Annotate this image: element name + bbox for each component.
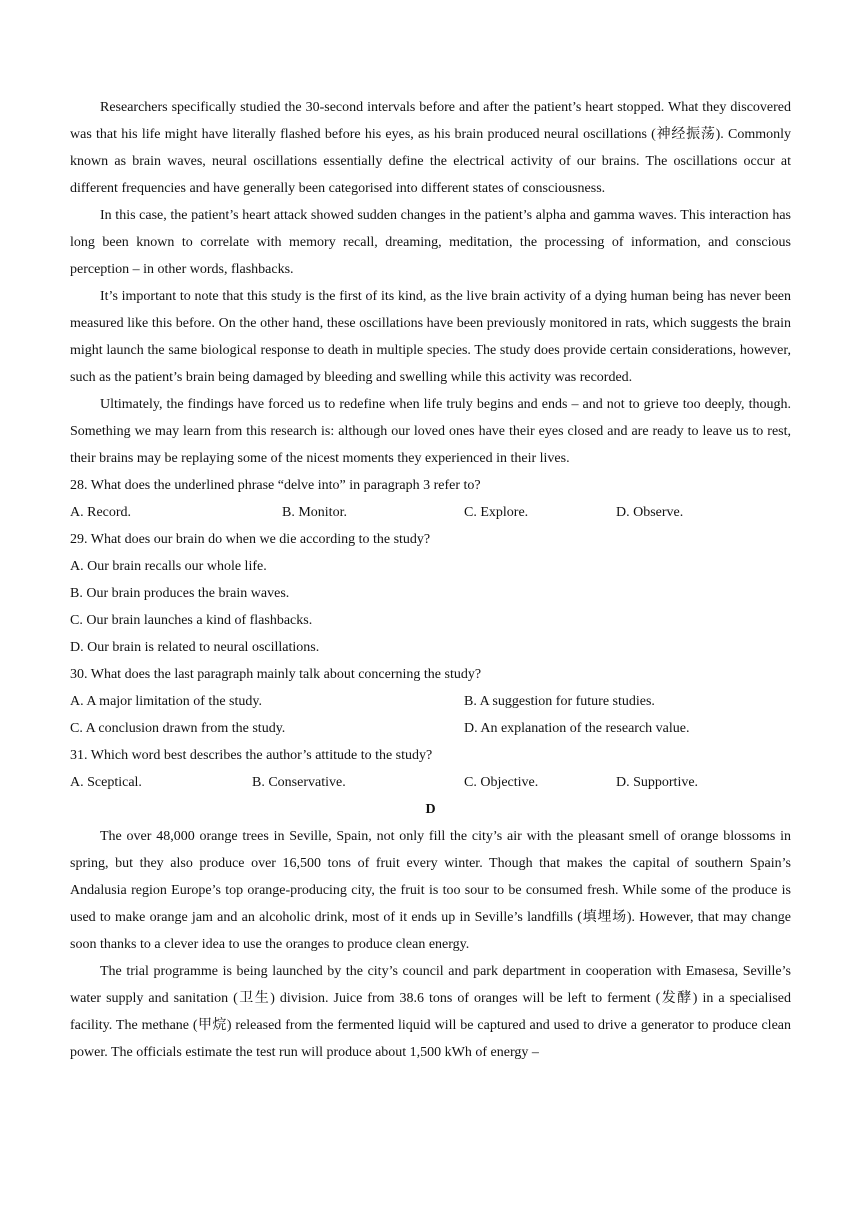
passage-d-paragraph-2: The trial programme is being launched by the city’s council and park department in cooperation with Emasesa, Seville’s water supply and sanitation (卫生) division. Juice from 38.6 tons of oranges will be left to ferment (发酵) in a specialised facility. The methane (甲烷) released from the fermented liquid will be captured and used to drive a generator to produce clean power. The officials estimate the test run will produce about 1,500 kWh of energy – [70,964,791,1060]
question-30-stem: 30. What does the last paragraph mainly talk about concerning the study? [70,667,482,682]
question-28-option-d[interactable]: D. Observe. [616,505,684,520]
question-28-option-a[interactable]: A. Record. [70,505,132,520]
question-30-option-d[interactable]: D. An explanation of the research value. [464,721,690,736]
question-29-option-c[interactable]: C. Our brain launches a kind of flashbacks. [70,613,313,628]
question-30-options-row-1 [70,688,791,715]
passage-c-paragraph-3: It’s important to note that this study is the first of its kind, as the live brain activity of a dying human being has never been measured like this before. On the other hand, these oscillations have been previously monitored in rats, which suggests the brain might launch the same biological response to death in multiple species. The study does provide certain considerations, however, such as the patient’s brain being damaged by bleeding and swelling while this activity was recorded. [70,289,791,385]
exam-page [70,94,791,1066]
question-29-option-d[interactable]: D. Our brain is related to neural oscillations. [70,640,320,655]
question-31-option-c[interactable]: C. Objective. [464,775,539,790]
question-28-options [70,499,791,526]
section-d-heading: D [425,802,436,817]
question-31-option-d[interactable]: D. Supportive. [616,775,699,790]
question-29-option-b[interactable]: B. Our brain produces the brain waves. [70,586,290,601]
question-28-option-c[interactable]: C. Explore. [464,505,529,520]
question-30-option-b[interactable]: B. A suggestion for future studies. [464,694,655,709]
question-30-option-a[interactable]: A. A major limitation of the study. [70,694,262,709]
passage-c-paragraph-2: In this case, the patient’s heart attack showed sudden changes in the patient’s alpha and gamma waves. This interaction has long been known to correlate with memory recall, dreaming, meditation, the processing of information, and conscious perception – in other words, flashbacks. [70,208,791,277]
question-30-options-row-2 [70,715,791,742]
passage-c-paragraph-4: Ultimately, the findings have forced us to redefine when life truly begins and ends – and not to grieve too deeply, though. Something we may learn from this research is: although our loved ones have their eyes closed and are ready to leave us to rest, their brains may be replaying some of the nicest moments they experienced in their lives. [70,397,791,466]
question-28-stem: 28. What does the underlined phrase “delve into” in paragraph 3 refer to? [70,478,481,493]
question-28-option-b[interactable]: B. Monitor. [282,505,347,520]
passage-d-paragraph-1: The over 48,000 orange trees in Seville, Spain, not only fill the city’s air with the pleasant smell of orange blossoms in spring, but they also produce over 16,500 tons of fruit every winter. Though that makes the capital of southern Spain’s Andalusia region Europe’s top orange-producing city, the fruit is too sour to be consumed fresh. While some of the produce is used to make orange jam and an alcoholic drink, most of it ends up in Seville’s landfills (填埋场). However, that may change soon thanks to a clever idea to use the oranges to produce clean energy. [70,829,791,952]
question-31-option-a[interactable]: A. Sceptical. [70,775,142,790]
question-30-option-c[interactable]: C. A conclusion drawn from the study. [70,721,286,736]
question-29-option-a[interactable]: A. Our brain recalls our whole life. [70,559,267,574]
passage-c-paragraph-1: Researchers specifically studied the 30-second intervals before and after the patient’s heart stopped. What they discovered was that his life might have literally flashed before his eyes, as his brain produced neural oscillations (神经振荡). Commonly known as brain waves, neural oscillations essentially define the electrical activity of our brains. The oscillations occur at different frequencies and have generally been categorised into different states of consciousness. [70,100,791,196]
question-31-options [70,769,791,796]
question-31-stem: 31. Which word best describes the author’s attitude to the study? [70,748,433,763]
question-29-stem: 29. What does our brain do when we die according to the study? [70,532,431,547]
question-31-option-b[interactable]: B. Conservative. [252,775,346,790]
